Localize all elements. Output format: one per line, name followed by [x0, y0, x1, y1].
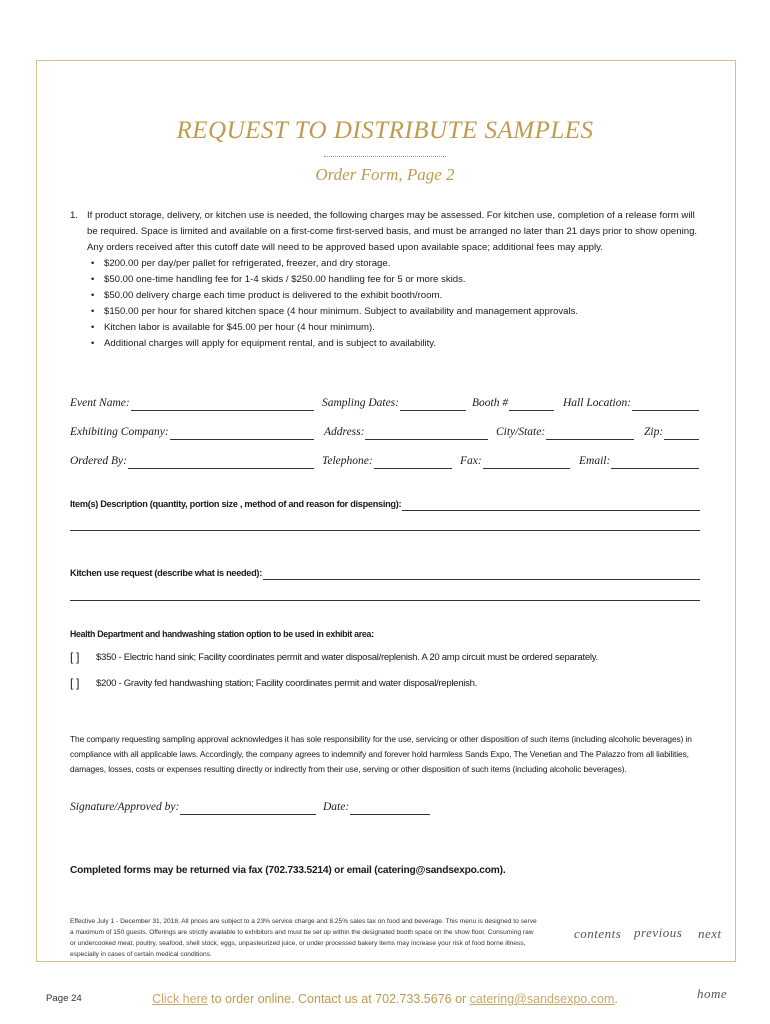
list-item: • $200.00 per day/per pallet for refrigerated, freezer, and dry storage. — [87, 256, 700, 272]
items-description-line[interactable] — [70, 530, 700, 531]
items-description-label: Item(s) Description (quantity, portion size , method of and reason for dispensing): — [70, 499, 402, 509]
email-field[interactable] — [579, 454, 699, 469]
exhibiting-company-label: Exhibiting Company: — [70, 426, 169, 438]
telephone-field[interactable] — [322, 454, 452, 469]
intro-paragraph: If product storage, delivery, or kitchen use is needed, the following charges may be assessed. For kitchen use, completion of a release form will be required. Space is limited and available on a first-come first-served basis, and must be arranged no later than 21 days prior to show opening. Any orders received after this cutoff date will need to be approved based upon available space; additional fees may apply. — [87, 210, 698, 253]
ordered-by-label: Ordered By: — [70, 455, 127, 467]
signature-field[interactable] — [70, 800, 316, 815]
address-field[interactable] — [324, 425, 488, 440]
gravity-station-option[interactable] — [70, 676, 477, 690]
return-instructions: Completed forms may be returned via fax (702.733.5214) or email (catering@sandsexpo.com). — [70, 865, 506, 876]
intro-section — [70, 208, 700, 352]
signature-label: Signature/Approved by: — [70, 801, 180, 813]
handsink-option-label: $350 - Electric hand sink; Facility coordinates permit and water disposal/replenish. A 20 amp circuit must be ordered separately. — [96, 651, 598, 663]
footer-contact-text: to order online. Contact us at 702.733.5676 or — [207, 992, 470, 1006]
telephone-label: Telephone: — [322, 455, 373, 467]
footer-email-link[interactable]: catering@sandsexpo.com — [469, 992, 615, 1006]
zip-field[interactable] — [644, 425, 699, 440]
intro-number: 1. — [70, 210, 79, 221]
home-link[interactable]: home — [697, 986, 728, 1001]
kitchen-request-field[interactable] — [70, 566, 700, 580]
sampling-dates-label: Sampling Dates: — [322, 397, 399, 409]
previous-link[interactable]: previous — [634, 925, 683, 940]
hall-location-label: Hall Location: — [563, 397, 632, 409]
page-subtitle: Order Form, Page 2 — [315, 165, 455, 184]
list-item: • $50.00 delivery charge each time product is delivered to the exhibit booth/room. — [87, 288, 700, 304]
date-label: Date: — [323, 801, 350, 813]
page-number: Page 24 — [46, 993, 82, 1004]
zip-label: Zip: — [644, 426, 664, 438]
charges-list — [87, 256, 700, 352]
contents-link[interactable]: contents — [574, 926, 622, 941]
handsink-checkbox[interactable]: [ ] — [70, 650, 80, 664]
health-label: Health Department and handwashing station option to be used in exhibit area: — [70, 629, 374, 639]
date-field[interactable] — [323, 800, 430, 815]
gravity-station-checkbox[interactable]: [ ] — [70, 676, 80, 690]
next-link[interactable]: next — [698, 926, 722, 941]
city-state-field[interactable] — [496, 425, 634, 440]
exhibiting-company-field[interactable] — [70, 425, 314, 440]
ordered-by-field[interactable] — [70, 454, 314, 469]
fax-field[interactable] — [460, 454, 570, 469]
title-divider — [324, 156, 446, 157]
list-item: • Kitchen labor is available for $45.00 per hour (4 hour minimum). — [87, 320, 700, 336]
acknowledgement-text: The company requesting sampling approval acknowledges it has sole responsibility for the use, servicing or other disposition of such items (including alcoholic beverages) in compliance with all applicable laws. Accordingly, the company agrees to indemnify and forever hold harmless Sands Expo, The Venetian and The Palazzo from all liabilities, damages, losses, costs or expenses resulting directly or indirectly from their use, serving or other disposition of such items (including alcoholic beverages). — [70, 734, 692, 774]
list-item: • $50.00 one-time handling fee for 1-4 skids / $250.00 handling fee for 5 or more skids. — [87, 272, 700, 288]
order-online-link[interactable]: Click here — [152, 992, 208, 1006]
footer-end: . — [614, 992, 618, 1006]
event-name-label: Event Name: — [70, 397, 130, 409]
email-label: Email: — [579, 455, 611, 467]
page-title: REQUEST TO DISTRIBUTE SAMPLES — [176, 117, 594, 144]
fax-label: Fax: — [460, 455, 482, 467]
hall-location-field[interactable] — [563, 396, 699, 411]
event-name-field[interactable] — [70, 396, 314, 411]
list-item: • $150.00 per hour for shared kitchen space (4 hour minimum. Subject to availability and management approvals. — [87, 304, 700, 320]
fine-print: Effective July 1 - December 31, 2018. All prices are subject to a 23% service charge and 8.25% sales tax on food and beverage. This menu is designed to serve a maximum of 150 guests. Offerings are strictly available to exhibitors and must be set up within the designated booth space on the show floor. Consuming raw or undercooked meat, poultry, seafood, shell stock, eggs, unpasteurized juice, or under processed bakery items may increase your risk of food borne illness, especially in cases of certain medical conditions. — [70, 918, 537, 958]
kitchen-request-line[interactable] — [70, 600, 700, 601]
booth-field[interactable] — [472, 396, 554, 411]
items-description-field[interactable] — [70, 497, 700, 511]
handsink-option[interactable] — [70, 650, 598, 664]
gravity-station-option-label: $200 - Gravity fed handwashing station; Facility coordinates permit and water disposal/replenish. — [96, 677, 477, 689]
sampling-dates-field[interactable] — [322, 396, 466, 411]
page-frame — [36, 60, 736, 962]
city-state-label: City/State: — [496, 426, 546, 438]
kitchen-request-label: Kitchen use request (describe what is needed): — [70, 568, 262, 578]
footer-contact — [0, 992, 770, 1006]
booth-label: Booth # — [472, 397, 509, 409]
address-label: Address: — [324, 426, 365, 438]
list-item: • Additional charges will apply for equipment rental, and is subject to availability. — [87, 336, 700, 352]
